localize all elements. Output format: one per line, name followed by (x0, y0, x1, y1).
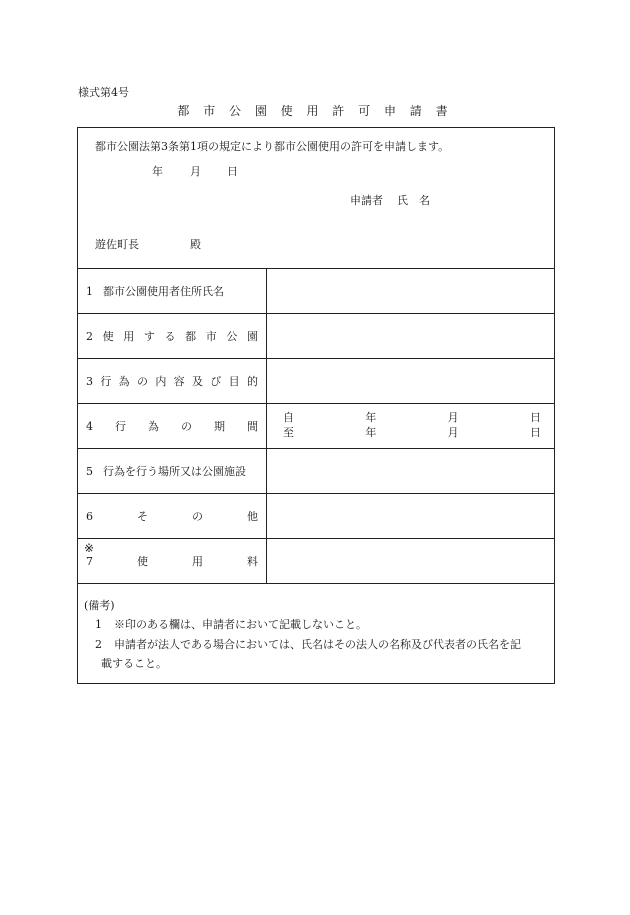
row-divider (78, 493, 554, 494)
period-from: 自 年 月 日 (283, 411, 541, 424)
row-number: 2 (86, 330, 93, 343)
date-month: 月 (190, 165, 201, 178)
date-day: 日 (227, 165, 238, 178)
row-number: 3 (86, 375, 93, 388)
applicant-label: 申請者 (350, 194, 383, 207)
row-divider (78, 313, 554, 314)
period-to: 至 年 月 日 (283, 426, 541, 439)
row-divider (78, 583, 554, 584)
row-divider (78, 268, 554, 269)
row-7-label: 7 使 用 料 (86, 555, 258, 568)
staff-only-mark: ※ (84, 541, 95, 555)
application-form (77, 127, 555, 684)
row-divider (78, 538, 554, 539)
row-6-label: 6 そ の 他 (86, 510, 258, 523)
row-4-label: 4 行 為 の 期 間 (86, 420, 258, 433)
addressee-honorific: 殿 (190, 238, 201, 251)
row-number: 5 (86, 465, 93, 478)
row-number: 4 (86, 420, 93, 433)
row-number: 1 (86, 285, 93, 298)
remark-2-text-continued: 載すること。 (101, 657, 167, 670)
row-5-label: 5 行為を行う場所又は公園施設 (86, 465, 246, 478)
form-number: 様式第4号 (78, 86, 129, 99)
request-statement: 都市公園法第3条第1項の規定により都市公園使用の許可を申請します。 (95, 140, 450, 153)
row-3-label: 3 行 為 の 内 容 及 び 目 的 (86, 375, 258, 388)
addressee-name: 遊佐町長 (95, 238, 139, 251)
remark-1-number: 1 (95, 618, 102, 631)
row-2-label: 2 使 用 す る 都 市 公 園 (86, 330, 258, 343)
column-divider (266, 268, 267, 583)
remark-1-text: ※印のある欄は、申請者において記載しないこと。 (114, 618, 367, 631)
row-divider (78, 358, 554, 359)
remark-2-number: 2 (95, 638, 102, 651)
document-title: 都 市 公 園 使 用 許 可 申 請 書 (177, 104, 453, 118)
remark-2-text: 申請者が法人である場合においては、氏名はその法人の名称及び代表者の氏名を記 (114, 638, 521, 651)
remarks-heading: (備考) (84, 599, 115, 612)
row-divider (78, 448, 554, 449)
row-number: 7 (86, 555, 93, 568)
row-divider (78, 403, 554, 404)
row-number: 6 (86, 510, 93, 523)
applicant-name-label: 氏 名 (397, 194, 430, 207)
date-year: 年 (152, 165, 163, 178)
row-1-label: 1 都市公園使用者住所氏名 (86, 285, 224, 298)
